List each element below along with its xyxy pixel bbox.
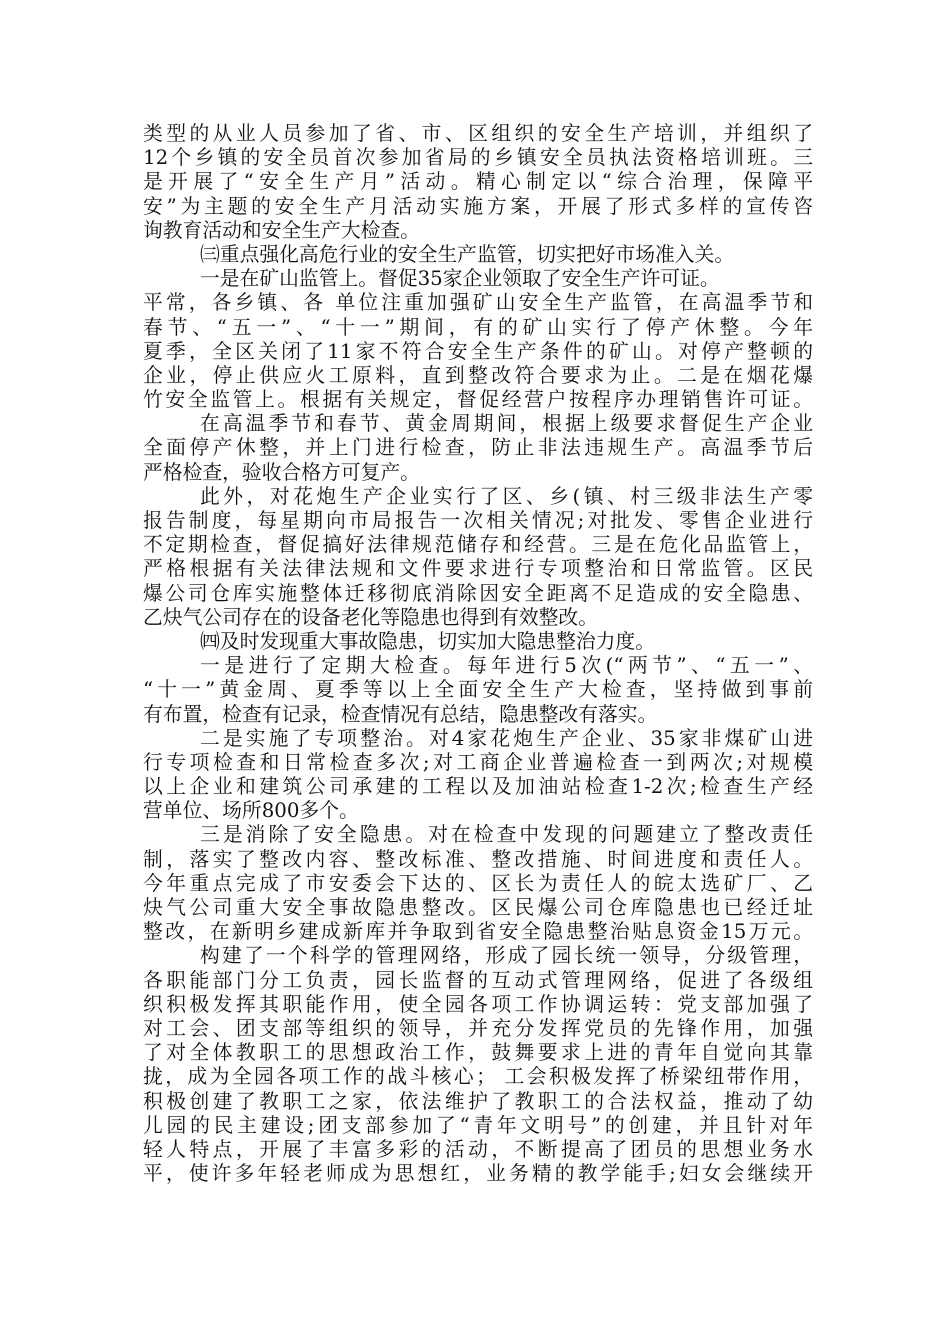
- text-line: 制，落实了整改内容、整改标准、整改措施、时间进度和责任人。: [143, 847, 813, 871]
- text-line: 三是消除了安全隐患。对在检查中发现的问题建立了整改责任: [200, 823, 813, 847]
- text-line: 营单位、场所800多个。: [143, 799, 359, 823]
- text-line: 了对全体教职工的思想政治工作，鼓舞要求上进的青年自觉向其靠: [143, 1041, 813, 1065]
- text-line: 一是在矿山监管上。督促35家企业领取了安全生产许可证。: [200, 267, 720, 291]
- text-line: 类型的从业人员参加了省、市、区组织的安全生产培训，并组织了: [143, 122, 813, 145]
- text-line: 此外，对花炮生产企业实行了区、乡(镇、村三级非法生产零: [200, 484, 813, 508]
- text-line: 竹安全监管上。根据有关规定，督促经营户按程序办理销售许可证。: [143, 388, 813, 412]
- text-line: 拢，成为全园各项工作的战斗核心； 工会积极发挥了桥梁纽带作用，: [143, 1065, 813, 1089]
- text-line: 有布置，检查有记录，检查情况有总结，隐患整改有落实。: [143, 702, 658, 726]
- text-line: 以上企业和建筑公司承建的工程以及加油站检查1-2次;检查生产经: [143, 775, 813, 799]
- text-line: 严格根据有关法律法规和文件要求进行专项整治和日常监管。区民: [143, 557, 813, 581]
- text-line: 是开展了“安全生产月”活动。精心制定以“综合治理，保障平: [143, 170, 813, 194]
- text-line: 春节、“五一”、“十一”期间，有的矿山实行了停产休整。今年: [143, 315, 813, 339]
- text-line: 企业，停止供应火工原料，直到整改符合要求为止。二是在烟花爆: [143, 363, 813, 387]
- text-line: 平，使许多年轻老师成为思想红，业务精的教学能手;妇女会继续开: [143, 1162, 813, 1186]
- text-line: 乙炔气公司存在的设备老化等隐患也得到有效整改。: [143, 605, 598, 629]
- text-line: 今年重点完成了市安委会下达的、区长为责任人的皖太选矿厂、乙: [143, 871, 813, 895]
- text-line: 询教育活动和安全生产大检查。: [143, 218, 420, 242]
- document-page: [143, 122, 813, 1186]
- text-line: 夏季，全区关闭了11家不符合安全生产条件的矿山。对停产整顿的: [143, 339, 813, 363]
- text-line: 报告制度，每星期向市局报告一次相关情况;对批发、零售企业进行: [143, 509, 813, 532]
- text-line: “十一”黄金周、夏季等以上全面安全生产大检查，坚持做到事前: [143, 678, 813, 702]
- text-line: 整改，在新明乡建成新库并争取到省安全隐患整治贴息资金15万元。: [143, 920, 813, 944]
- text-line: 行专项检查和日常检查多次;对工商企业普遍检查一到两次;对规模: [143, 750, 813, 774]
- text-line: 一是进行了定期大检查。每年进行5次(“两节”、“五一”、: [200, 654, 813, 678]
- text-line: 二是实施了专项整治。对4家花炮生产企业、35家非煤矿山进: [200, 726, 813, 750]
- text-line: ㈢重点强化高危行业的安全生产监管，切实把好市场准入关。: [200, 242, 735, 266]
- text-line: ㈣及时发现重大事故隐患，切实加大隐患整治力度。: [200, 629, 655, 653]
- text-line: 炔气公司重大安全事故隐患整改。区民爆公司仓库隐患也已经迁址: [143, 896, 813, 919]
- text-line: 对工会、团支部等组织的领导，并充分发挥党员的先锋作用，加强: [143, 1016, 813, 1040]
- text-line: 不定期检查，督促搞好法律规范储存和经营。三是在危化品监管上，: [143, 533, 813, 557]
- text-line: 严格检查，验收合格方可复产。: [143, 460, 420, 484]
- text-line: 在高温季节和春节、黄金周期间，根据上级要求督促生产企业: [200, 412, 813, 436]
- text-line: 织积极发挥其职能作用，使全园各项工作协调运转：党支部加强了: [143, 992, 813, 1016]
- text-line: 全面停产休整，并上门进行检查，防止非法违规生产。高温季节后: [143, 436, 813, 460]
- text-line: 轻人特点，开展了丰富多彩的活动，不断提高了团员的思想业务水: [143, 1137, 813, 1161]
- text-line: 平常，各乡镇、各 单位注重加强矿山安全生产监管，在高温季节和: [143, 291, 813, 315]
- text-line: 安”为主题的安全生产月活动实施方案，开展了形式多样的宣传咨: [143, 194, 813, 218]
- text-line: 爆公司仓库实施整体迁移彻底消除因安全距离不足造成的安全隐患、: [143, 581, 813, 605]
- text-line: 各职能部门分工负责，园长监督的互动式管理网络，促进了各级组: [143, 968, 813, 992]
- text-line: 12个乡镇的安全员首次参加省局的乡镇安全员执法资格培训班。三: [143, 146, 813, 170]
- text-line: 儿园的民主建设;团支部参加了“青年文明号”的创建，并且针对年: [143, 1113, 813, 1137]
- text-line: 积极创建了教职工之家，依法维护了教职工的合法权益，推动了幼: [143, 1089, 813, 1113]
- text-line: 构建了一个科学的管理网络，形成了园长统一领导，分级管理，: [200, 944, 813, 968]
- document-body: [143, 122, 813, 1186]
